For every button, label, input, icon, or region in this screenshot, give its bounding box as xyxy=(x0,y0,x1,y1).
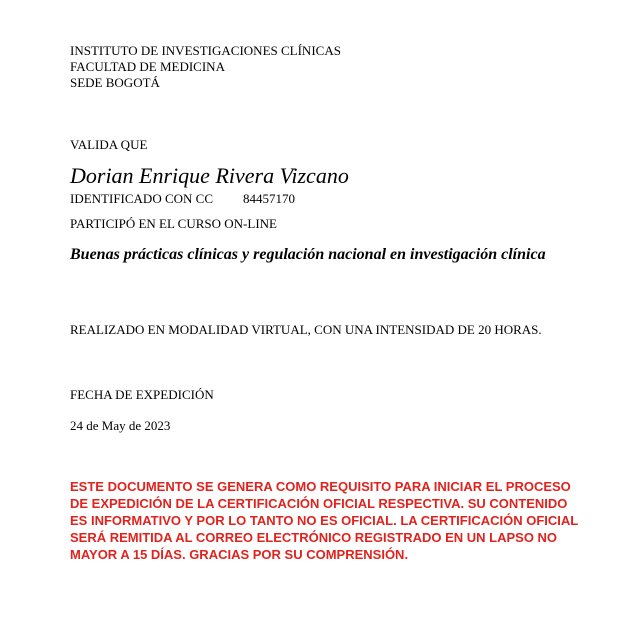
disclaimer-line: MAYOR A 15 DÍAS. GRACIAS POR SU COMPRENSIÓN. xyxy=(70,547,409,562)
participant-name: Dorian Enrique Rivera Vizcano xyxy=(70,163,349,188)
faculty-name: FACULTAD DE MEDICINA xyxy=(70,59,225,74)
issue-date-label: FECHA DE EXPEDICIÓN xyxy=(70,387,214,402)
campus-name: SEDE BOGOTÁ xyxy=(70,75,160,90)
issue-date: 24 de May de 2023 xyxy=(70,418,171,433)
modality-text: REALIZADO EN MODALIDAD VIRTUAL, CON UNA INTENSIDAD DE 20 HORAS. xyxy=(70,322,542,337)
disclaimer-line: DE EXPEDICIÓN DE LA CERTIFICACIÓN OFICIAL RESPECTIVA. SU CONTENIDO xyxy=(70,496,568,511)
participation-label: PARTICIPÓ EN EL CURSO ON-LINE xyxy=(70,216,277,231)
id-label: IDENTIFICADO CON CC xyxy=(70,191,213,206)
institution-header xyxy=(70,43,341,91)
validation-label: VALIDA QUE xyxy=(70,137,148,152)
disclaimer-line: SERÁ REMITIDA AL CORREO ELECTRÓNICO REGISTRADO EN UN LAPSO NO xyxy=(70,530,558,545)
disclaimer-notice xyxy=(70,478,610,563)
disclaimer-line: ES INFORMATIVO Y POR LO TANTO NO ES OFICIAL. LA CERTIFICACIÓN OFICIAL xyxy=(70,513,579,528)
course-title: Buenas prácticas clínicas y regulación nacional en investigación clínica xyxy=(70,246,546,263)
disclaimer-line: ESTE DOCUMENTO SE GENERA COMO REQUISITO PARA INICIAR EL PROCESO xyxy=(70,479,571,494)
id-number: 84457170 xyxy=(243,191,295,206)
institution-name: INSTITUTO DE INVESTIGACIONES CLÍNICAS xyxy=(70,43,341,58)
